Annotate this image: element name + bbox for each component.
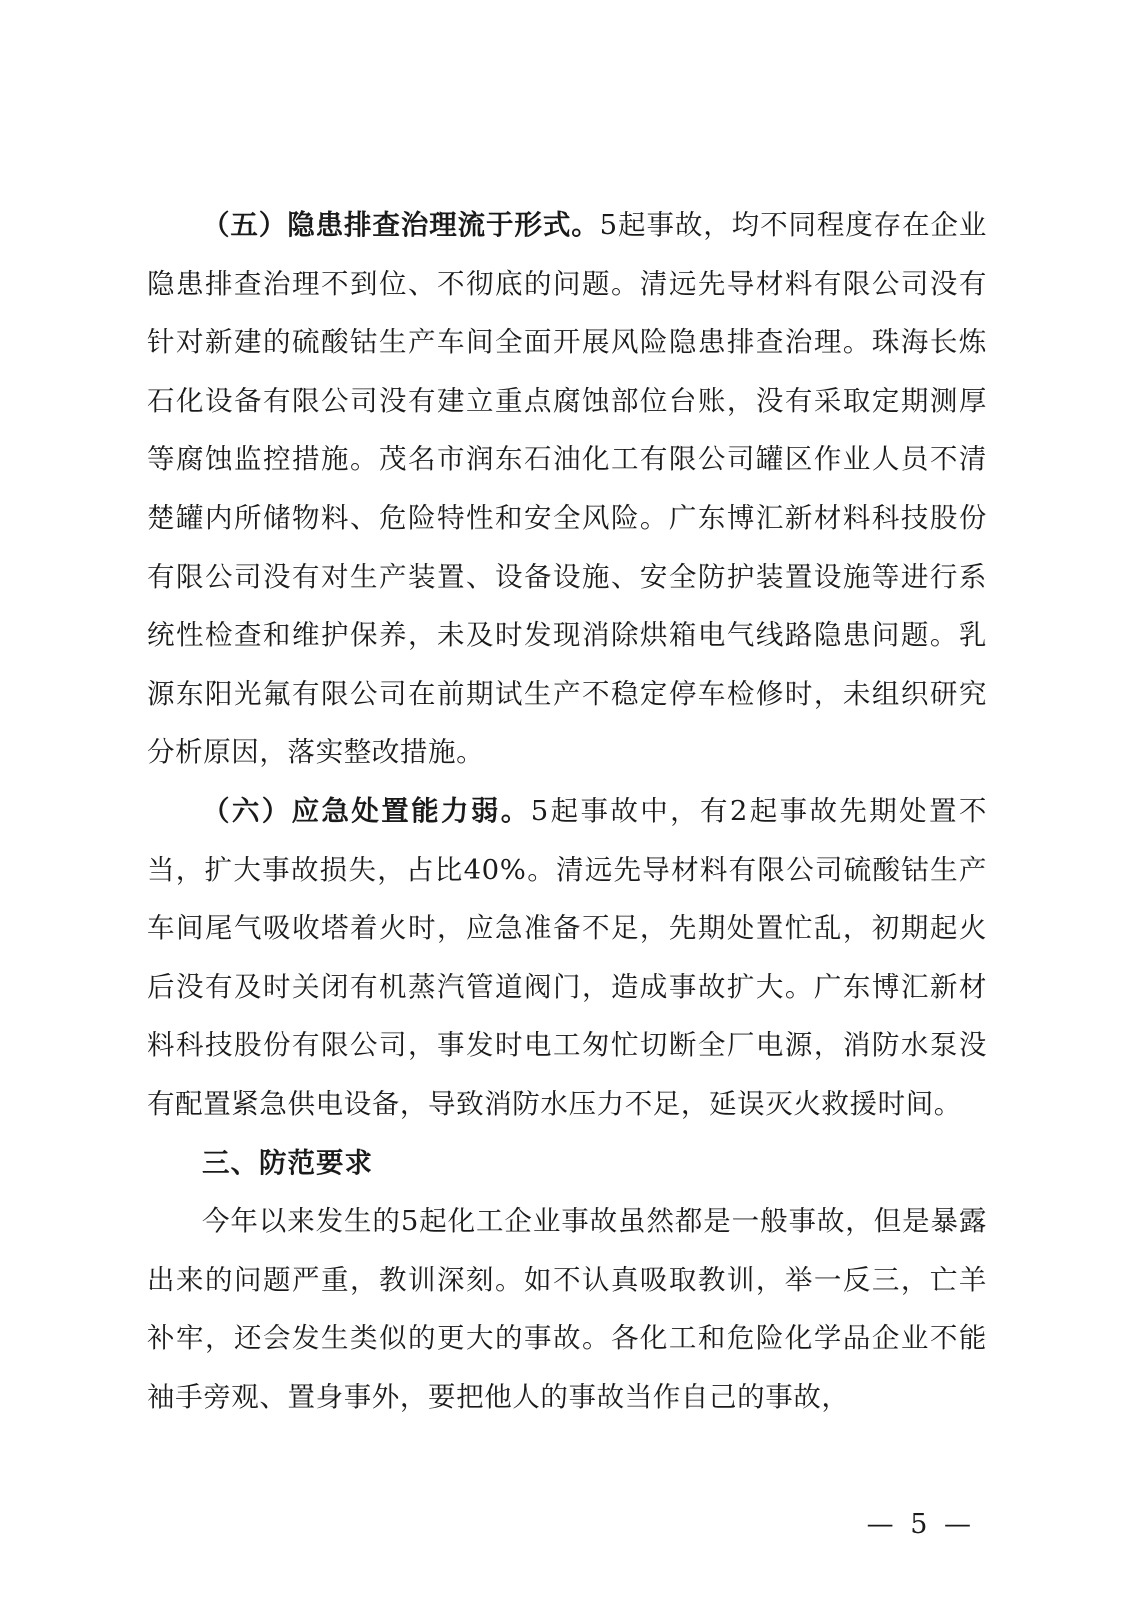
paragraph-lead: （五）隐患排查治理流于形式。 (202, 209, 600, 241)
paragraph-text: 5起事故中，有2起事故先期处置不当，扩大事故损失，占比40%。清远先导材料有限公司硫酸钴生产车间尾气吸收塔着火时，应急准备不足，先期处置忙乱，初期起火后没有及时关闭有机蒸汽管道阀门，造成事故扩大。广东博汇新材料科技股份有限公司，事发时电工匆忙切断全厂电源，消防水泵没有配置紧急供电设备，导致消防水压力不足，延误灭火救援时间。 (147, 794, 987, 1120)
page-number: — 5 — (866, 1509, 975, 1540)
paragraph-emergency-response (147, 782, 987, 1134)
document-body (147, 196, 987, 1426)
paragraph-hazard-inspection (147, 196, 987, 782)
section-heading: 三、防范要求 (202, 1146, 373, 1179)
paragraph-text: 5起事故，均不同程度存在企业隐患排查治理不到位、不彻底的问题。清远先导材料有限公司没有针对新建的硫酸钴生产车间全面开展风险隐患排查治理。珠海长炼石化设备有限公司没有建立重点腐蚀部位台账，没有采取定期测厚等腐蚀监控措施。茂名市润东石油化工有限公司罐区作业人员不清楚罐内所储物料、危险特性和安全风险。广东博汇新材料科技股份有限公司没有对生产装置、设备设施、安全防护装置设施等进行系统性检查和维护保养，未及时发现消除烘箱电气线路隐患问题。乳源东阳光氟有限公司在前期试生产不稳定停车检修时，未组织研究分析原因，落实整改措施。 (147, 209, 987, 769)
paragraph-prevention-intro: 今年以来发生的5起化工企业事故虽然都是一般事故，但是暴露出来的问题严重，教训深刻。如不认真吸取教训，举一反三，亡羊补牢，还会发生类似的更大的事故。各化工和危险化学品企业不能袖手旁观、置身事外，要把他人的事故当作自己的事故， (147, 1205, 987, 1413)
paragraph-lead: （六）应急处置能力弱。 (202, 794, 531, 827)
